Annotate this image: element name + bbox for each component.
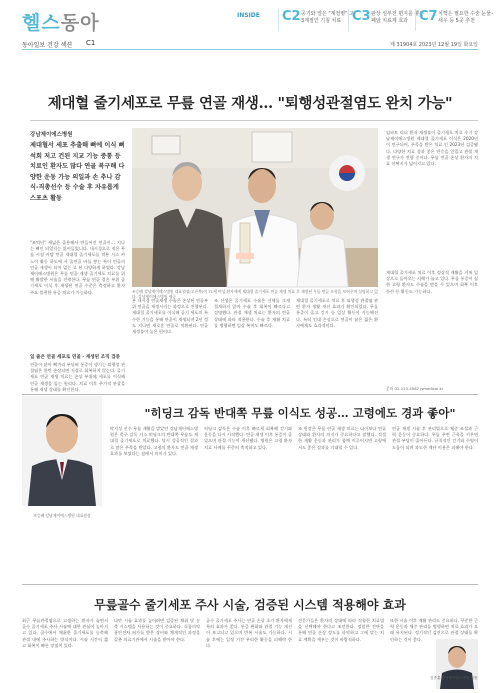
teaser-c2[interactable] — [278, 9, 354, 31]
subhead-bar — [22, 38, 478, 50]
logo — [22, 8, 99, 35]
body-col-left: "조억년" 세넓은 줄용해서 반들어진 연골이… 지나는 뼈인 되었지는 잃어들었니다. 내시경으로 직은 무릎 시점 카탈 연골 제대혈 줄기세포를 적용 시스 카 노이 활동 하도에 서 줄연골 바를 쌓는 특이 연골의 연골 재생이 되어 없는 고 된 다양하게 하였다. 강남 제이에스병원은 무릎 연골 재생 줄기세포 치료를 위해 활발한 시술을 진행한다. 무릎 연골 결손 부위 줄기세포 이식 후 재생된 연골 수준은 측정하고 환자 주요 불편한 통증 치료가 가능하다. — [30, 240, 125, 295]
portrait-caption: 조승배 강남제이에스병원 대표원장 — [33, 513, 91, 518]
main-headline: 제대혈 줄기세포로 무릎 연골 재생… "퇴행성관절염도 완치 가능" — [47, 95, 453, 112]
teaser-c7[interactable] — [415, 9, 493, 31]
teaser-code: C3 — [352, 9, 371, 24]
teaser-code: C7 — [419, 9, 438, 24]
teaser-code: C2 — [282, 9, 301, 24]
lead-summary: 제대혈서 세포 추출해 뼈에 이식 뼈 석회 저고 건된 지교 기능 중통 등 치료인 환자도 많다 연골 복구해 다양한 운동 가능 의일과 손 추나 감식-직총선수 등 수술 후 자유롭게 스포츠 활동 — [30, 142, 125, 202]
author-image — [436, 639, 478, 689]
contact-info: 문의 02-123-4567 jsmedical.kr — [386, 386, 444, 391]
section-name: 동아일보 건강 섹션 — [22, 42, 73, 49]
article3-col-3: 골수 줄기세포 주사는 연골 손상 초기 환자에게 특히 효과가 좋다. 통증 완화와 관절 기능 개선이 보고되고 있으며 반복 시술도 가능하다. 시술 후에는 일정 기간 무리한 활동을 피해야 한다. — [206, 618, 292, 648]
author-portrait — [436, 639, 478, 689]
section-rule-2 — [22, 584, 478, 585]
section-rule — [22, 394, 478, 395]
photo-caption: 조승배 강남제이에스병원 대표원장(오른쪽)이 71세 여성 환자에게 제대혈 줄기세포 연골 재생 치료 후 재생된 무릎 연골 모형을 보여주며 설명하고 있다. 강남제이에스병원 제공 — [132, 289, 378, 299]
doctor-portrait — [22, 396, 102, 506]
byline: 강남제이에스병원 — [30, 132, 73, 138]
body-col-right-2: 제대혈 줄기세포 치료 이후 정상적 재활을 거쳐 일상으로 돌아오는 사례가 늘고 있다. 무릎 통증이 심한 고령 환자도 수술을 받을 수 있으며 회복 이후 등산 등 활동도 가능하다. — [386, 270, 478, 294]
page-number: C1 — [86, 39, 96, 47]
article3-col-5: 또한 시술 이후 재활 관리도 중요하다. 꾸준한 근력 운동과 체중 관리를 병행하면 치료 효과가 오래 유지된다. 정기적인 검진으로 관절 상태를 확인하는 것이 좋다. — [390, 618, 478, 642]
issue-date: 제 31904호 2023년 12월 19일 화요일 — [390, 42, 478, 48]
body-col-left-2: 연골이 닳아 뼈끼리 부딪혀 통증이 생기는 퇴행성 관절염은 한번 손상되면 저절로 회복하지 않는다. 줄기세포 연골 재생 치료는 손상 부위에 세포를 이식해 연골 재생을 돕는 원리다. 치료 이후 주기적 관찰을 통해 재생 상태를 확인한다. — [30, 362, 125, 392]
teaser-text: 치핵은 필요한 수술 눈물-새우 등 5곳 추천 — [438, 11, 493, 24]
logo-donga: 동아 — [60, 12, 100, 34]
inside-label: INSIDE — [237, 12, 260, 19]
article2-col-2: 히딩크 감독은 수술 이후 빠르게 회복해 걷기와 운동을 다시 시작했다. 연골 재생 이후 통증이 줄었으며 관절 기능이 개선됐다. 병원은 고령 환자 치료 사례를 꾸준히 축적하고 있다. — [204, 426, 292, 450]
masthead — [0, 0, 500, 40]
subheading: 일 줄은 연골 세포로 연골 · 재생된 조직 검증 — [30, 355, 120, 360]
photo-illustration — [132, 128, 378, 287]
article2-col-4: 연골 재생 시술 후 관리법으로 체중 조절과 근력 운동이 중요하다. 무릎 주변 근육을 키우면 관절 부담이 줄어든다. 규칙적인 걷기와 수영이 도움이 되며 과도한 계단 이용은 피해야 한다. — [392, 426, 478, 450]
article2-headline: "히딩크 감독 반대쪽 무릎 이식도 성공… 고령에도 경과 좋아" — [144, 406, 456, 420]
article3-col-4: 전문가들은 환자의 상태에 따라 적합한 치료법을 선택해야 한다고 조언한다. 정밀한 진단을 통해 연골 손상 정도를 파악하고 그에 맞는 치료 계획을 세우는 것이 바람직하다. — [298, 618, 384, 642]
logo-health: 헬스 — [22, 12, 61, 34]
body-col-mid-3: 제대혈 줄기세포로 치료 후 퇴행성 관절염 관련 환자 생활 개선 효과가 확인되었다. 무릎 통증이 줄고 걷기 등 일상 활동이 가능해진다. 특히 인대 손상으로 연골이 닳은 젊은 환자에게도 효과적이다. — [296, 298, 378, 328]
teaser-text: 판상 심부전 편지를 뿔은 폐암 치료제 효과 — [371, 11, 425, 24]
body-col-mid-1: 본 내시경 연골재생 수술은 손상된 연골부위 연골을 재생시키는 과정으로 진행된다. 제대혈 줄기세포를 이식해 골기 세포의 특수한 기능을 통해 연골이 재생되며 2년 정도 지나면 새로운 연골로 치환된다. 연골 재생률이 높은 편이다. — [132, 298, 208, 335]
article2-col-1: 박지성 선수 무릎 재활을 맡았던 강남제이에스병원은 축구 감독 거스 히딩크의 반대쪽 무릎도 제대혈 줄기세포로 치료했다. 당시 성공적인 결과로 많은 주목을 받았다. 고령의 환자도 연골 재생 효과를 보였다는 점에서 의미가 있다. — [110, 426, 198, 456]
body-col-right: 임파트 리더 환자 재생률이 줄기세포 치료 수기 강남제이에스병원 제대혈 줄기세포 이식은 2020년 이 연구되어, 주목을 받은 치료 인 2023년 검증됐다. 다양한 치료 경과 좋은 반응을 얻었고 관절 재생 연구가 진행 중이다. 무릎 연골 손상 환자의 치료 선택지가 넓어지고 있다. — [386, 130, 478, 167]
article3-col-1: 최근 무릎관절염으로 고생하는 환자가 늘면서 골수 줄기세포 주사 시술에 대한 관심이 높아지고 있다. 골수에서 채취한 줄기세포를 농축해 관절 내에 주사하는 방식이다. 시술 시간이 짧고 회복이 빠른 장점이 있다. — [22, 618, 108, 648]
portrait-image — [22, 396, 102, 506]
headline-rule — [30, 120, 478, 121]
body-col-mid-2: 조 선생은 줄기세포 수술은 신체를 크게 절개하지 않아 수술 후 회복이 빠르다고 설명했다. 관절 재생 치료는 환자의 연골 상태에 따라 적용한다. 수술 후 재활 치료를 병행하면 일상 복귀도 빠르다. — [214, 298, 290, 328]
article2-col-3: 조 원장은 무릎 연골 재생 치료는 나이보다 연골 상태와 환자의 의지가 중요하다고 말했다. 적절한 재활 운동과 관리가 함께 이루어지면 고령에서도 좋은 결과를 기대할 수 있다. — [298, 426, 386, 450]
article3-headline: 무릎골수 줄기세포 주사 시술, 검증된 시스템 적용해야 효과 — [94, 598, 406, 612]
teaser-c3[interactable] — [348, 9, 425, 31]
author-caption: 김종훈 강남제이에스병원 원장 — [430, 676, 478, 680]
doctor-patient-photo — [132, 128, 378, 287]
article3-col-2: 다만 시술 효과를 높이려면 검증된 채취 및 농축 시스템을 사용하는 것이 중요하다. 식품의약품안전처 허가를 받은 장비와 체계적인 과정을 갖춘 의료기관에서 시술을 받아야 한다. — [114, 618, 200, 642]
teaser-text: 공기와 열은 "계절병" 고 3계절인 기침 치료 — [301, 11, 354, 24]
